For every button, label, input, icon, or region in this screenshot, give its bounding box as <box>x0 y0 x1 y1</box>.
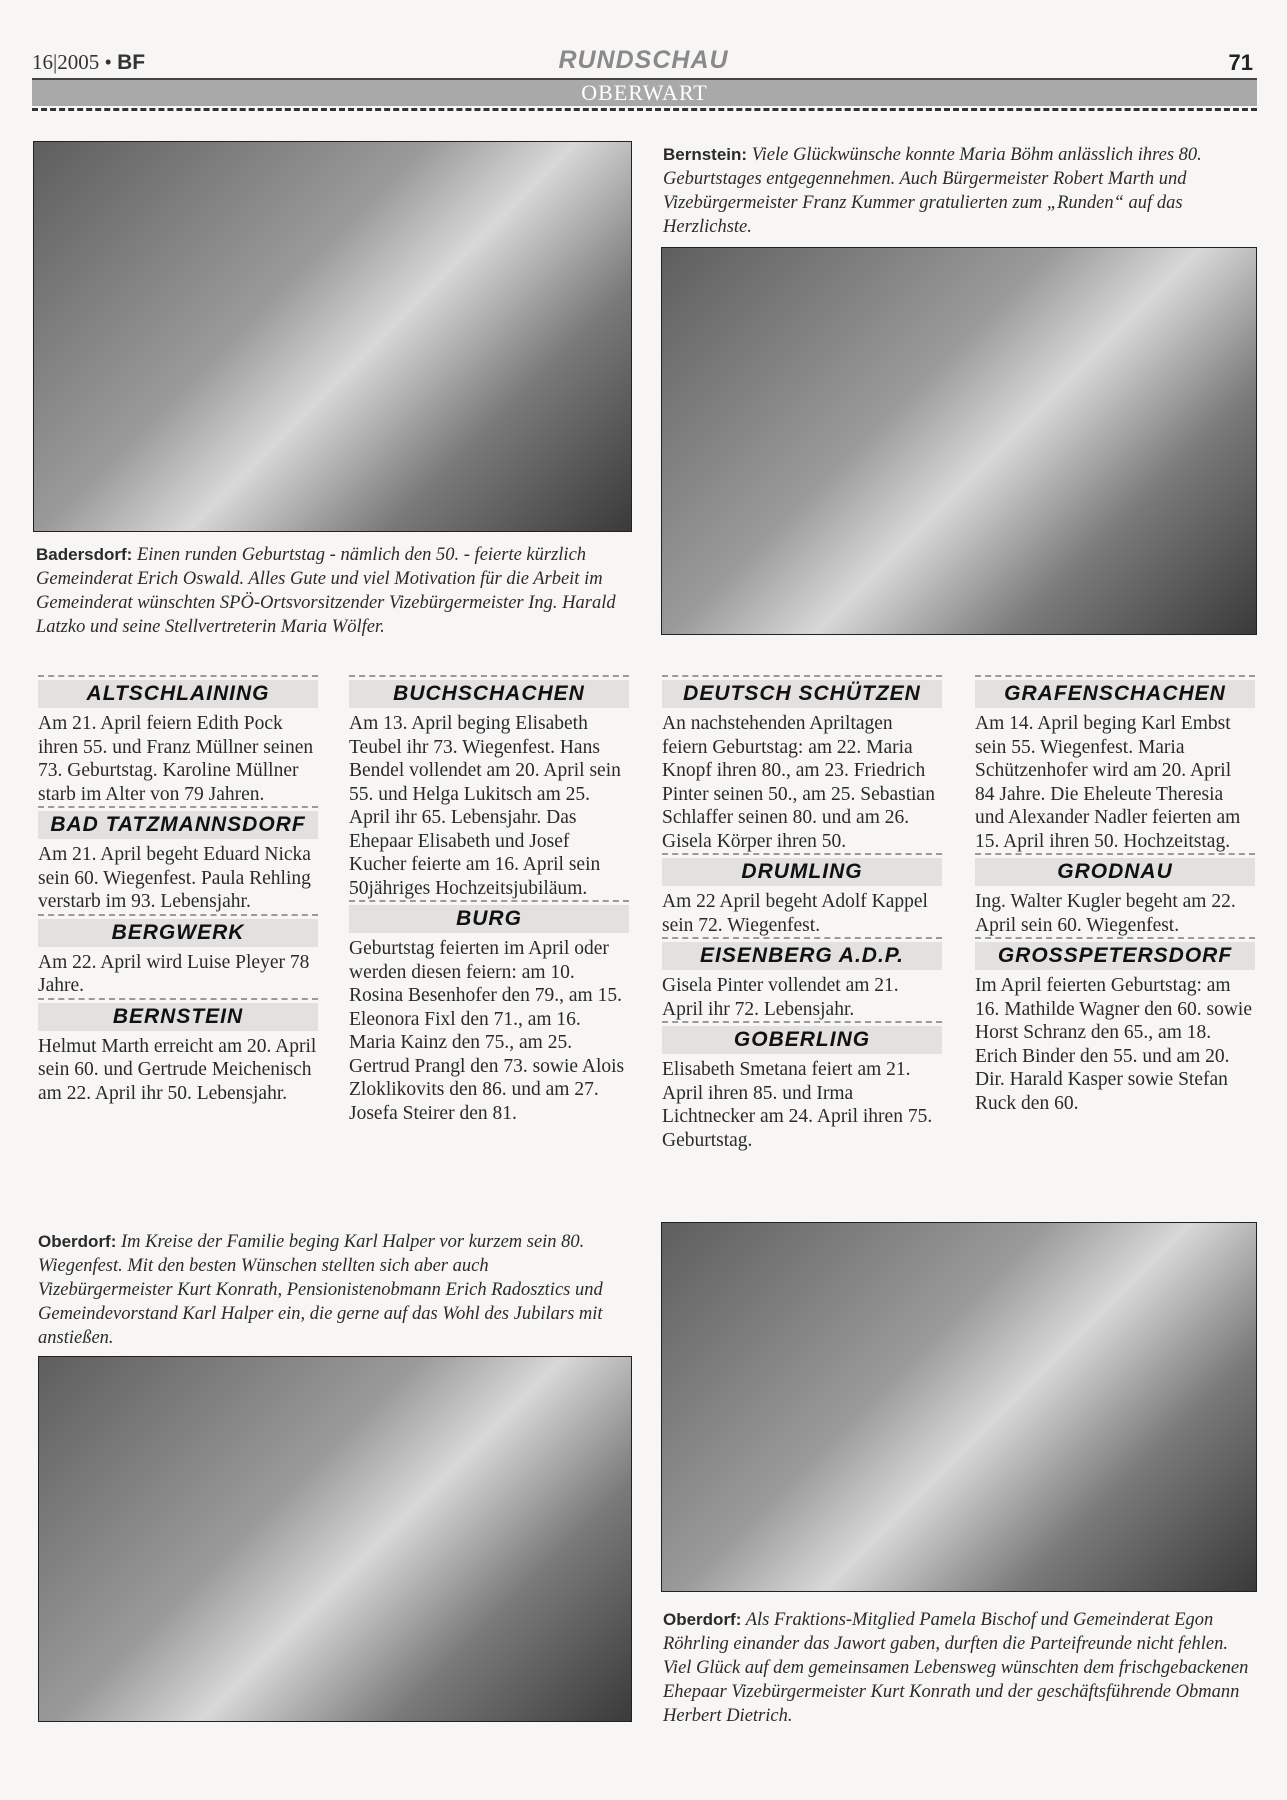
section-bergwerk <box>38 914 318 998</box>
section-grodnau <box>975 853 1255 937</box>
section-goberling <box>662 1021 942 1152</box>
section-heading: BERGWERK <box>38 914 318 947</box>
section-heading: BAD TATZMANNSDORF <box>38 806 318 839</box>
caption-oberdorf-family <box>38 1230 618 1350</box>
column-1 <box>38 675 318 1105</box>
caption-bernstein <box>663 143 1253 239</box>
publication-name: BF <box>117 51 146 74</box>
section-heading: ALTSCHLAINING <box>38 675 318 708</box>
photo-oberdorf-family <box>38 1356 632 1722</box>
caption-badersdorf <box>36 543 636 639</box>
section-body: Ing. Walter Kugler begeht am 22. April sein 60. Wiegenfest. <box>975 891 1236 936</box>
caption-oberdorf-wedding <box>663 1608 1253 1728</box>
section-title: RUNDSCHAU <box>558 46 729 74</box>
section-eisenberg <box>662 937 942 1021</box>
bullet: • <box>104 50 112 74</box>
photo-oberdorf-wedding <box>661 1222 1257 1592</box>
section-bernstein <box>38 998 318 1106</box>
caption-text: Als Fraktions-Mitglied Pamela Bischof und Gemeinderat Egon Röhrling einander das Jawort gaben, durften die Parteifreunde nicht fehlen. Viel Glück auf dem gemeinsamen Lebensweg wünschten dem frischgebackenen Ehepaar Vizebürgermeister Kurt Konrath und der geschäftsführende Obmann Herbert Dietrich. <box>663 1610 1249 1726</box>
caption-location: Oberdorf: <box>38 1232 117 1251</box>
section-bad-tatzmannsdorf <box>38 806 318 914</box>
section-heading: EISENBERG A.D.P. <box>662 937 942 970</box>
section-grosspetersdorf <box>975 937 1255 1115</box>
section-heading: GRODNAU <box>975 853 1255 886</box>
section-heading: GROSSPETERSDORF <box>975 937 1255 970</box>
section-deutsch-schuetzen <box>662 675 942 853</box>
section-body: Am 21. April begeht Eduard Nicka sein 60. Wiegenfest. Paula Rehling verstarb im 93. Lebensjahr. <box>38 844 311 912</box>
region-band: OBERWART <box>32 78 1257 106</box>
section-body: Am 21. April feiern Edith Pock ihren 55. und Franz Müllner seinen 73. Geburtstag. Karoline Müllner starb im Alter von 79 Jahren. <box>38 713 314 805</box>
caption-location: Oberdorf: <box>663 1610 742 1629</box>
section-heading: DEUTSCH SCHÜTZEN <box>662 675 942 708</box>
caption-text: Einen runden Geburtstag - nämlich den 50. - feierte kürzlich Gemeinderat Erich Oswald. Alles Gute und viel Motivation für die Arbeit im Gemeinderat wünschten SPÖ-Ortsvorsitzender Vizebürgermeister Ing. Harald Latzko und seine Stellvertreterin Maria Wölfer. <box>36 545 616 637</box>
issue-number: 16|2005 <box>32 50 100 74</box>
section-body: Elisabeth Smetana feiert am 21. April ihren 85. und Irma Lichtnecker am 24. April ihren 75. Geburtstag. <box>662 1059 933 1151</box>
section-heading: BURG <box>349 900 629 933</box>
section-body: Geburtstag feierten im April oder werden diesen feiern: am 10. Rosina Besenhofer den 79., am 15. Eleonora Fixl den 71., am 16. Maria Kainz den 75., am 25. Gertrud Prangl den 73. sowie Alois Zloklikovits den 86. und am 27. Josefa Steirer den 81. <box>349 938 625 1124</box>
section-drumling <box>662 853 942 937</box>
photo-badersdorf <box>33 141 632 532</box>
section-body: Am 22. April wird Luise Pleyer 78 Jahre. <box>38 951 310 996</box>
section-heading: GRAFENSCHACHEN <box>975 675 1255 708</box>
caption-location: Bernstein: <box>663 145 748 164</box>
section-buchschachen <box>349 675 629 900</box>
section-body: An nachstehenden Apriltagen feiern Geburtstag: am 22. Maria Knopf ihren 80., am 23. Friedrich Pinter seinen 50., am 25. Sebastian Schlaffer seinen 80. und am 26. Gisela Körper ihren 50. <box>662 713 935 852</box>
section-burg <box>349 900 629 1125</box>
section-heading: BUCHSCHACHEN <box>349 675 629 708</box>
column-4 <box>975 675 1255 1115</box>
section-body: Helmut Marth erreicht am 20. April sein 60. und Gertrude Meichenisch am 22. April ihr 50. Lebensjahr. <box>38 1035 317 1104</box>
column-3 <box>662 675 942 1152</box>
caption-text: Im Kreise der Familie beging Karl Halper vor kurzem sein 80. Wiegenfest. Mit den besten Wünschen stellten sich aber auch Vizebürgermeister Kurt Konrath, Pensionistenobmann Erich Radosztics und Gemeindevorstand Karl Halper ein, die gerne auf das Wohl des Jubilars mit anstießen. <box>38 1232 603 1348</box>
caption-text: Viele Glückwünsche konnte Maria Böhm anlässlich ihres 80. Geburtstages entgegennehmen. Auch Bürgermeister Robert Marth und Vizebürgermeister Franz Kummer gratulierten zum „Runden“ auf das Herzlichste. <box>663 145 1202 237</box>
section-heading: GOBERLING <box>662 1021 942 1054</box>
caption-location: Badersdorf: <box>36 545 133 564</box>
section-body: Am 14. April beging Karl Embst sein 55. Wiegenfest. Maria Schützenhofer wird am 20. April 84 Jahre. Die Eheleute Theresia und Alexander Nadler feierten am 15. April ihren 50. Hochzeitstag. <box>975 713 1241 852</box>
column-2 <box>349 675 629 1125</box>
section-body: Am 22 April begeht Adolf Kappel sein 72. Wiegenfest. <box>662 891 928 936</box>
page-number: 71 <box>1228 50 1253 75</box>
section-body: Gisela Pinter vollendet am 21. April ihr 72. Lebensjahr. <box>662 975 899 1020</box>
section-body: Im April feierten Geburtstag: am 16. Mathilde Wagner den 60. sowie Horst Schranz den 65., am 18. Erich Binder den 55. und am 20. Dir. Harald Kasper sowie Stefan Ruck den 60. <box>975 975 1252 1114</box>
section-grafenschachen <box>975 675 1255 853</box>
photo-bernstein <box>661 247 1257 635</box>
section-body: Am 13. April beging Elisabeth Teubel ihr 73. Wiegenfest. Hans Bendel vollendet am 20. April sein 55. und Helga Lukitsch am 25. April ihr 65. Lebensjahr. Das Ehepaar Elisabeth und Josef Kucher feierte am 16. April sein 50jähriges Hochzeitsjubiläum. <box>349 713 621 899</box>
section-altschlaining <box>38 675 318 806</box>
section-heading: BERNSTEIN <box>38 998 318 1031</box>
section-heading: DRUMLING <box>662 853 942 886</box>
header-divider <box>32 108 1257 111</box>
